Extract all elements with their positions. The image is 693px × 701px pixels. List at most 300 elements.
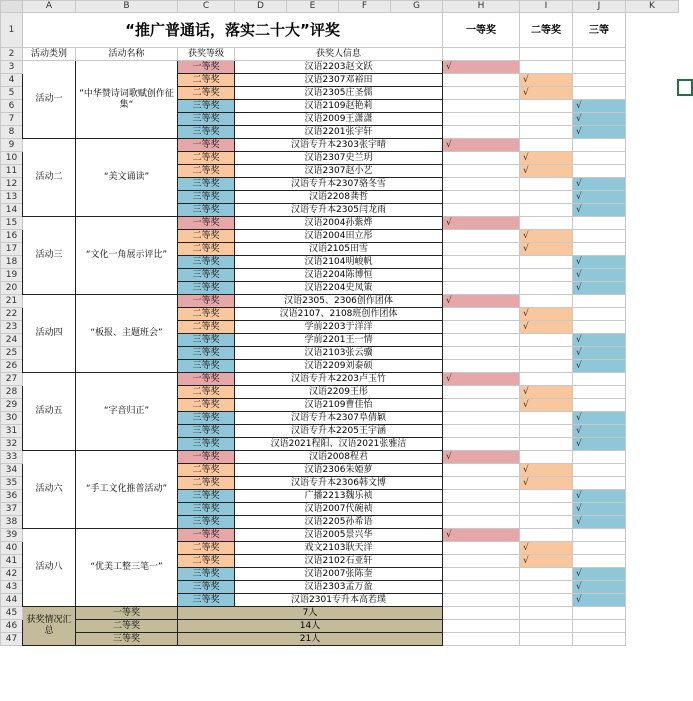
empty-cell[interactable] [573, 87, 626, 100]
selected-cell[interactable] [677, 79, 693, 96]
row-header[interactable]: 40 [1, 542, 23, 555]
award-level[interactable]: 三等奖 [178, 282, 235, 295]
award-level[interactable]: 一等奖 [178, 217, 235, 230]
row-header[interactable]: 41 [1, 555, 23, 568]
row-header[interactable]: 32 [1, 438, 23, 451]
row-header[interactable]: 10 [1, 152, 23, 165]
row-header[interactable]: 23 [1, 321, 23, 334]
award-level[interactable]: 二等奖 [178, 386, 235, 399]
winner-info[interactable]: 汉语2305、2306创作团体 [235, 295, 443, 308]
award-level[interactable]: 三等奖 [178, 412, 235, 425]
award-level[interactable]: 一等奖 [178, 295, 235, 308]
award-level[interactable]: 三等奖 [178, 334, 235, 347]
activity-name[interactable]: “手工文化推普活动” [76, 451, 178, 529]
winner-info[interactable]: 汉语2004田立彤 [235, 230, 443, 243]
row-header[interactable]: 18 [1, 256, 23, 269]
award-check-cell[interactable]: √ [573, 269, 626, 282]
column-header-j[interactable]: J [573, 1, 626, 13]
award-check-cell[interactable]: √ [573, 490, 626, 503]
row-header[interactable]: 29 [1, 399, 23, 412]
award-check-cell[interactable]: √ [520, 555, 573, 568]
empty-cell[interactable] [443, 100, 520, 113]
award-check-cell[interactable]: √ [573, 412, 626, 425]
winner-info[interactable]: 戏文2103耿天洋 [235, 542, 443, 555]
empty-cell[interactable] [520, 191, 573, 204]
award-level[interactable]: 二等奖 [178, 243, 235, 256]
award-level[interactable]: 二等奖 [178, 165, 235, 178]
empty-cell[interactable] [443, 126, 520, 139]
winner-info[interactable]: 汉语2109赵艳莉 [235, 100, 443, 113]
row-header[interactable]: 37 [1, 503, 23, 516]
activity-name[interactable]: “字音归正” [76, 373, 178, 451]
award-check-cell[interactable]: √ [520, 243, 573, 256]
empty-cell[interactable] [443, 399, 520, 412]
empty-cell[interactable] [573, 165, 626, 178]
award-level[interactable]: 一等奖 [178, 529, 235, 542]
row-header[interactable]: 25 [1, 347, 23, 360]
empty-cell[interactable] [443, 230, 520, 243]
winner-info[interactable]: 汉语2105田雪 [235, 243, 443, 256]
award-level[interactable]: 二等奖 [178, 477, 235, 490]
empty-cell[interactable] [443, 425, 520, 438]
award-level[interactable]: 三等奖 [178, 568, 235, 581]
activity-name[interactable]: “优美工整三笔一” [76, 529, 178, 607]
award-level[interactable]: 二等奖 [178, 230, 235, 243]
winner-info[interactable]: 汉语2209王彤 [235, 386, 443, 399]
winner-info[interactable]: 汉语专升本2306韩文博 [235, 477, 443, 490]
row-header[interactable]: 30 [1, 412, 23, 425]
empty-cell[interactable] [573, 308, 626, 321]
winner-info[interactable]: 汉语2204史凤策 [235, 282, 443, 295]
row-header[interactable]: 43 [1, 581, 23, 594]
empty-cell[interactable] [520, 503, 573, 516]
row-header[interactable]: 1 [1, 13, 23, 48]
winner-info[interactable]: 汉语2007张陈奎 [235, 568, 443, 581]
row-header[interactable]: 16 [1, 230, 23, 243]
award-level[interactable]: 一等奖 [178, 139, 235, 152]
select-all-corner[interactable] [1, 1, 23, 13]
empty-cell[interactable] [443, 48, 520, 61]
winner-info[interactable]: 广播2213魏乐祯 [235, 490, 443, 503]
summary-level[interactable]: 三等奖 [76, 633, 178, 646]
award-check-cell[interactable]: √ [443, 61, 520, 74]
empty-cell[interactable] [443, 282, 520, 295]
row-header[interactable]: 9 [1, 139, 23, 152]
award-level[interactable]: 三等奖 [178, 178, 235, 191]
row-header[interactable]: 38 [1, 516, 23, 529]
summary-label[interactable]: 获奖情况汇总 [23, 607, 76, 646]
award-check-cell[interactable]: √ [520, 321, 573, 334]
award-check-cell[interactable]: √ [520, 87, 573, 100]
row-header[interactable]: 6 [1, 100, 23, 113]
award-check-cell[interactable]: √ [520, 74, 573, 87]
empty-cell[interactable] [443, 542, 520, 555]
empty-cell[interactable] [520, 61, 573, 74]
empty-cell[interactable] [520, 217, 573, 230]
award-check-cell[interactable]: √ [573, 568, 626, 581]
row-header[interactable]: 36 [1, 490, 23, 503]
winner-info[interactable]: 汉语2301专升本高若璞 [235, 594, 443, 607]
award-check-cell[interactable]: √ [443, 217, 520, 230]
column-header-h[interactable]: H [443, 1, 520, 13]
empty-cell[interactable] [520, 334, 573, 347]
award-level[interactable]: 三等奖 [178, 490, 235, 503]
empty-cell[interactable] [573, 620, 626, 633]
row-header[interactable]: 26 [1, 360, 23, 373]
column-header-k[interactable]: K [626, 1, 679, 13]
empty-cell[interactable] [573, 61, 626, 74]
award-check-cell[interactable]: √ [573, 425, 626, 438]
empty-cell[interactable] [443, 490, 520, 503]
winner-info[interactable]: 汉语专升本2307阜倩颖 [235, 412, 443, 425]
column-header-b[interactable]: B [76, 1, 178, 13]
empty-cell[interactable] [443, 516, 520, 529]
empty-cell[interactable] [520, 412, 573, 425]
summary-level[interactable]: 一等奖 [76, 607, 178, 620]
award-level[interactable]: 二等奖 [178, 87, 235, 100]
empty-cell[interactable] [573, 230, 626, 243]
row-header[interactable]: 11 [1, 165, 23, 178]
award-level[interactable]: 三等奖 [178, 113, 235, 126]
empty-cell[interactable] [520, 490, 573, 503]
award-check-cell[interactable]: √ [573, 191, 626, 204]
award-column-header[interactable]: 一等奖 [443, 13, 520, 48]
empty-cell[interactable] [443, 178, 520, 191]
empty-cell[interactable] [443, 503, 520, 516]
winner-info[interactable]: 学前2201王一情 [235, 334, 443, 347]
activity-category[interactable]: 活动一 [23, 61, 76, 139]
empty-cell[interactable] [520, 581, 573, 594]
award-check-cell[interactable]: √ [573, 113, 626, 126]
award-level[interactable]: 二等奖 [178, 74, 235, 87]
empty-cell[interactable] [520, 139, 573, 152]
empty-cell[interactable] [443, 412, 520, 425]
award-check-cell[interactable]: √ [520, 464, 573, 477]
summary-count[interactable]: 14人 [178, 620, 443, 633]
award-check-cell[interactable]: √ [573, 282, 626, 295]
award-check-cell[interactable]: √ [520, 399, 573, 412]
empty-cell[interactable] [520, 516, 573, 529]
empty-cell[interactable] [443, 607, 520, 620]
award-level[interactable]: 三等奖 [178, 438, 235, 451]
empty-cell[interactable] [573, 555, 626, 568]
award-check-cell[interactable]: √ [520, 386, 573, 399]
award-check-cell[interactable]: √ [573, 100, 626, 113]
empty-cell[interactable] [520, 438, 573, 451]
empty-cell[interactable] [520, 126, 573, 139]
award-check-cell[interactable]: √ [573, 204, 626, 217]
activity-category[interactable]: 活动六 [23, 451, 76, 529]
summary-count[interactable]: 7人 [178, 607, 443, 620]
winner-info[interactable]: 汉语2209刘泰硕 [235, 360, 443, 373]
empty-cell[interactable] [443, 191, 520, 204]
empty-cell[interactable] [443, 438, 520, 451]
empty-cell[interactable] [443, 269, 520, 282]
empty-cell[interactable] [443, 334, 520, 347]
header-level[interactable]: 获奖等级 [178, 48, 235, 61]
award-level[interactable]: 二等奖 [178, 308, 235, 321]
empty-cell[interactable] [520, 451, 573, 464]
award-check-cell[interactable]: √ [573, 347, 626, 360]
award-level[interactable]: 二等奖 [178, 555, 235, 568]
empty-cell[interactable] [573, 477, 626, 490]
empty-cell[interactable] [520, 529, 573, 542]
empty-cell[interactable] [573, 633, 626, 646]
award-check-cell[interactable]: √ [443, 451, 520, 464]
empty-cell[interactable] [520, 100, 573, 113]
row-header[interactable]: 13 [1, 191, 23, 204]
winner-info[interactable]: 汉语2104明峻帆 [235, 256, 443, 269]
award-level[interactable]: 二等奖 [178, 321, 235, 334]
winner-info[interactable]: 汉语2109曹佳怡 [235, 399, 443, 412]
empty-cell[interactable] [520, 295, 573, 308]
empty-cell[interactable] [573, 243, 626, 256]
empty-cell[interactable] [443, 347, 520, 360]
row-header[interactable]: 14 [1, 204, 23, 217]
winner-info[interactable]: 汉语专升本2303张宇晴 [235, 139, 443, 152]
award-check-cell[interactable]: √ [520, 477, 573, 490]
award-level[interactable]: 三等奖 [178, 204, 235, 217]
row-header[interactable]: 31 [1, 425, 23, 438]
award-check-cell[interactable]: √ [573, 178, 626, 191]
award-level[interactable]: 三等奖 [178, 594, 235, 607]
empty-cell[interactable] [520, 620, 573, 633]
empty-cell[interactable] [443, 152, 520, 165]
empty-cell[interactable] [443, 620, 520, 633]
empty-cell[interactable] [520, 48, 573, 61]
award-level[interactable]: 二等奖 [178, 464, 235, 477]
activity-name[interactable]: “文化一角展示评比” [76, 217, 178, 295]
activity-category[interactable]: 活动二 [23, 139, 76, 217]
award-level[interactable]: 三等奖 [178, 425, 235, 438]
winner-info[interactable]: 汉语2009王潇潇 [235, 113, 443, 126]
empty-cell[interactable] [573, 607, 626, 620]
row-header[interactable]: 27 [1, 373, 23, 386]
row-header[interactable]: 39 [1, 529, 23, 542]
empty-cell[interactable] [520, 360, 573, 373]
empty-cell[interactable] [443, 386, 520, 399]
row-header[interactable]: 2 [1, 48, 23, 61]
empty-cell[interactable] [520, 568, 573, 581]
row-header[interactable]: 12 [1, 178, 23, 191]
winner-info[interactable]: 汉语2008程君 [235, 451, 443, 464]
winner-info[interactable]: 汉语2007代碗祯 [235, 503, 443, 516]
award-check-cell[interactable]: √ [520, 308, 573, 321]
row-header[interactable]: 15 [1, 217, 23, 230]
winner-info[interactable]: 汉语专升本2305闫龙雨 [235, 204, 443, 217]
award-check-cell[interactable]: √ [573, 594, 626, 607]
award-level[interactable]: 三等奖 [178, 126, 235, 139]
row-header[interactable]: 4 [1, 74, 23, 87]
empty-cell[interactable] [520, 373, 573, 386]
empty-cell[interactable] [520, 269, 573, 282]
award-check-cell[interactable]: √ [443, 139, 520, 152]
award-level[interactable]: 三等奖 [178, 503, 235, 516]
empty-cell[interactable] [520, 347, 573, 360]
winner-info[interactable]: 汉语2102石亚轩 [235, 555, 443, 568]
row-header[interactable]: 45 [1, 607, 23, 620]
empty-cell[interactable] [520, 607, 573, 620]
award-level[interactable]: 二等奖 [178, 152, 235, 165]
row-header[interactable]: 34 [1, 464, 23, 477]
row-header[interactable]: 42 [1, 568, 23, 581]
empty-cell[interactable] [573, 542, 626, 555]
empty-cell[interactable] [443, 633, 520, 646]
empty-cell[interactable] [573, 373, 626, 386]
award-check-cell[interactable]: √ [520, 165, 573, 178]
empty-cell[interactable] [573, 48, 626, 61]
empty-cell[interactable] [520, 256, 573, 269]
award-check-cell[interactable]: √ [573, 360, 626, 373]
empty-cell[interactable] [573, 386, 626, 399]
empty-cell[interactable] [520, 113, 573, 126]
award-level[interactable]: 一等奖 [178, 373, 235, 386]
empty-cell[interactable] [443, 308, 520, 321]
award-check-cell[interactable]: √ [573, 581, 626, 594]
column-header-c[interactable]: C [178, 1, 235, 13]
award-level[interactable]: 二等奖 [178, 399, 235, 412]
empty-cell[interactable] [573, 152, 626, 165]
row-header[interactable]: 19 [1, 269, 23, 282]
column-header-g[interactable]: G [391, 1, 443, 13]
winner-info[interactable]: 汉语2307邓裕田 [235, 74, 443, 87]
empty-cell[interactable] [443, 555, 520, 568]
activity-category[interactable]: 活动四 [23, 295, 76, 373]
winner-info[interactable]: 汉语专升本2203卢玉竹 [235, 373, 443, 386]
row-header[interactable]: 5 [1, 87, 23, 100]
winner-info[interactable]: 汉语2005景兴华 [235, 529, 443, 542]
row-header[interactable]: 17 [1, 243, 23, 256]
header-category[interactable]: 活动类别 [23, 48, 76, 61]
winner-info[interactable]: 汉语2305庄圣儒 [235, 87, 443, 100]
winner-info[interactable]: 学前2203于洋洋 [235, 321, 443, 334]
empty-cell[interactable] [573, 74, 626, 87]
award-level[interactable]: 二等奖 [178, 542, 235, 555]
header-name[interactable]: 活动名称 [76, 48, 178, 61]
empty-cell[interactable] [573, 217, 626, 230]
empty-cell[interactable] [520, 425, 573, 438]
winner-info[interactable]: 汉语2204陈博恒 [235, 269, 443, 282]
award-check-cell[interactable]: √ [443, 529, 520, 542]
empty-cell[interactable] [443, 568, 520, 581]
award-level[interactable]: 三等奖 [178, 581, 235, 594]
empty-cell[interactable] [443, 477, 520, 490]
award-level[interactable]: 三等奖 [178, 360, 235, 373]
award-level[interactable]: 三等奖 [178, 516, 235, 529]
empty-cell[interactable] [573, 295, 626, 308]
empty-cell[interactable] [573, 139, 626, 152]
empty-cell[interactable] [443, 87, 520, 100]
empty-cell[interactable] [520, 594, 573, 607]
award-check-cell[interactable]: √ [573, 334, 626, 347]
column-header-a[interactable]: A [23, 1, 76, 13]
award-column-header[interactable]: 二等奖 [520, 13, 573, 48]
award-level[interactable]: 三等奖 [178, 100, 235, 113]
empty-cell[interactable] [443, 256, 520, 269]
winner-info[interactable]: 汉语2103张云骥 [235, 347, 443, 360]
empty-cell[interactable] [520, 204, 573, 217]
winner-info[interactable]: 汉语2306朱婭萝 [235, 464, 443, 477]
award-check-cell[interactable]: √ [443, 373, 520, 386]
award-level[interactable]: 一等奖 [178, 451, 235, 464]
summary-level[interactable]: 二等奖 [76, 620, 178, 633]
empty-cell[interactable] [443, 113, 520, 126]
empty-cell[interactable] [573, 464, 626, 477]
award-level[interactable]: 三等奖 [178, 256, 235, 269]
sheet-title[interactable]: “推广普通话，落实二十大”评奖 [23, 13, 443, 48]
award-check-cell[interactable]: √ [573, 438, 626, 451]
empty-cell[interactable] [443, 464, 520, 477]
winner-info[interactable]: 汉语2307赵小艺 [235, 165, 443, 178]
summary-count[interactable]: 21人 [178, 633, 443, 646]
winner-info[interactable]: 汉语2303孟万盈 [235, 581, 443, 594]
award-check-cell[interactable]: √ [520, 542, 573, 555]
winner-info[interactable]: 汉语专升本2205王宇涵 [235, 425, 443, 438]
empty-cell[interactable] [520, 282, 573, 295]
award-check-cell[interactable]: √ [520, 230, 573, 243]
award-check-cell[interactable]: √ [573, 256, 626, 269]
empty-cell[interactable] [443, 165, 520, 178]
award-check-cell[interactable]: √ [573, 126, 626, 139]
column-header-d[interactable]: D [235, 1, 287, 13]
empty-cell[interactable] [573, 321, 626, 334]
activity-category[interactable]: 活动八 [23, 529, 76, 607]
row-header[interactable]: 35 [1, 477, 23, 490]
empty-cell[interactable] [573, 529, 626, 542]
empty-cell[interactable] [573, 399, 626, 412]
row-header[interactable]: 46 [1, 620, 23, 633]
empty-cell[interactable] [443, 321, 520, 334]
row-header[interactable]: 28 [1, 386, 23, 399]
award-level[interactable]: 三等奖 [178, 347, 235, 360]
winner-info[interactable]: 汉语2021程阳、汉语2021张雅洁 [235, 438, 443, 451]
activity-name[interactable]: “美文诵读” [76, 139, 178, 217]
winner-info[interactable]: 汉语专升本2307骆冬雪 [235, 178, 443, 191]
winner-info[interactable]: 汉语2307史兰玥 [235, 152, 443, 165]
row-header[interactable]: 20 [1, 282, 23, 295]
empty-cell[interactable] [520, 633, 573, 646]
column-header-e[interactable]: E [287, 1, 339, 13]
row-header[interactable]: 22 [1, 308, 23, 321]
row-header[interactable]: 44 [1, 594, 23, 607]
row-header[interactable]: 47 [1, 633, 23, 646]
row-header[interactable]: 21 [1, 295, 23, 308]
award-check-cell[interactable]: √ [573, 516, 626, 529]
award-check-cell[interactable]: √ [573, 503, 626, 516]
row-header[interactable]: 33 [1, 451, 23, 464]
empty-cell[interactable] [443, 581, 520, 594]
winner-info[interactable]: 汉语2201张宇轩 [235, 126, 443, 139]
winner-info[interactable]: 汉语2004孙紫烨 [235, 217, 443, 230]
award-level[interactable]: 三等奖 [178, 269, 235, 282]
column-header-i[interactable]: I [520, 1, 573, 13]
empty-cell[interactable] [443, 243, 520, 256]
empty-cell[interactable] [443, 594, 520, 607]
row-header[interactable]: 8 [1, 126, 23, 139]
activity-name[interactable]: ”中华赞诗词歌赋创作征集“ [76, 61, 178, 139]
empty-cell[interactable] [520, 178, 573, 191]
award-column-header[interactable]: 三等 [573, 13, 626, 48]
row-header[interactable]: 24 [1, 334, 23, 347]
winner-info[interactable]: 汉语2203赵文跃 [235, 61, 443, 74]
column-header-f[interactable]: F [339, 1, 391, 13]
award-check-cell[interactable]: √ [443, 295, 520, 308]
award-check-cell[interactable]: √ [520, 152, 573, 165]
activity-name[interactable]: “板报、主题班会” [76, 295, 178, 373]
header-winners[interactable]: 获奖人信息 [235, 48, 443, 61]
row-header[interactable]: 7 [1, 113, 23, 126]
empty-cell[interactable] [573, 451, 626, 464]
